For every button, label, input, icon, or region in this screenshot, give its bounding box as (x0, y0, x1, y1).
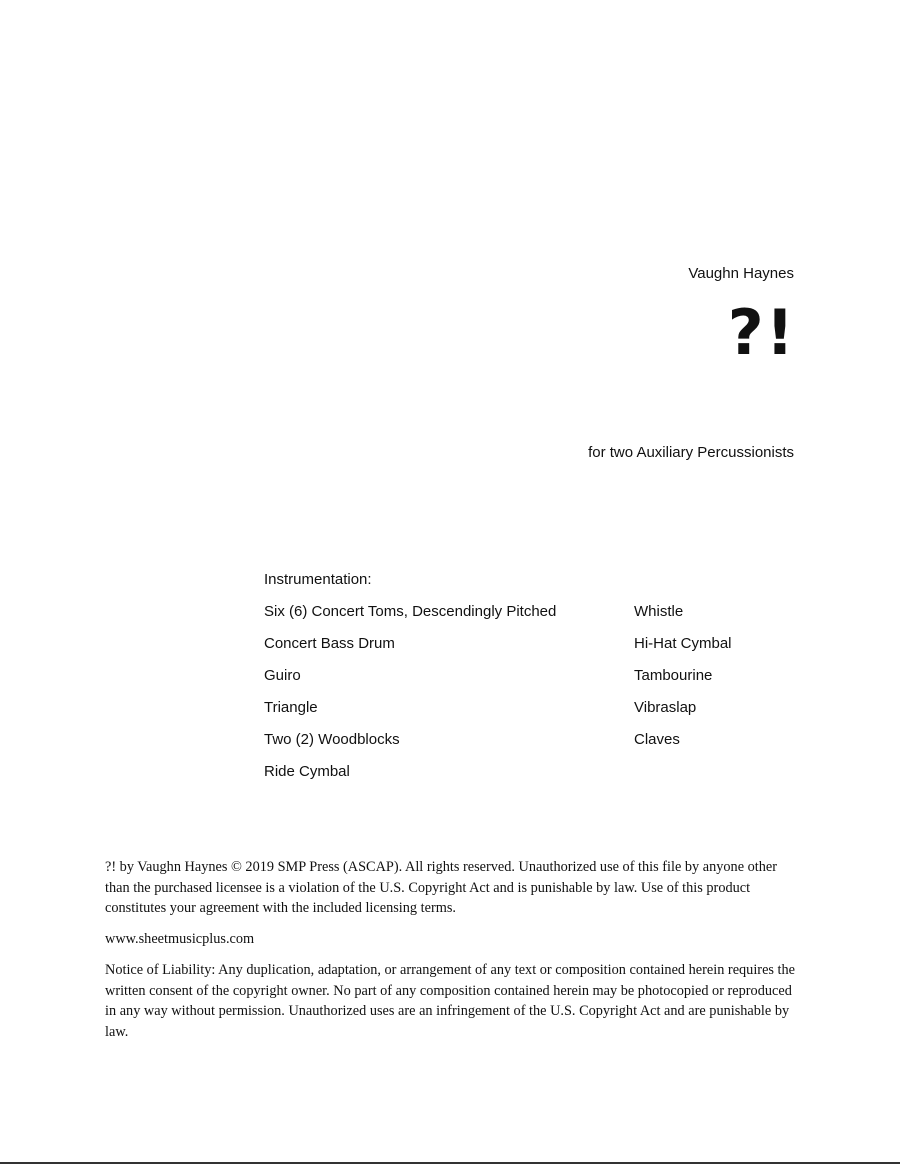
liability-notice: Notice of Liability: Any duplication, adaptation, or arrangement of any text or composition contained herein requires the written consent of the copyright owner. No part of any composition contained herein may be photocopied or reproduced in any way without permission. Unauthorized uses are an infringement of the U.S. Copyright Act and are punishable by law. (105, 962, 796, 1040)
copyright-notice: ?! by Vaughn Haynes © 2019 SMP Press (ASCAP). All rights reserved. Unauthorized use of this file by anyone other than the purchased licensee is a violation of the U.S. Copyright Act and is punishable by law. Use of this product constitutes your agreement with the included licensing terms. (105, 859, 778, 916)
piece-subtitle: for two Auxiliary Percussionists (588, 444, 794, 461)
instrumentation-heading: Instrumentation: (264, 571, 372, 588)
instrument-item: Vibraslap (634, 699, 697, 716)
instrument-item: Hi-Hat Cymbal (634, 635, 732, 652)
instrument-item: Six (6) Concert Toms, Descendingly Pitched (264, 603, 557, 620)
instrument-item: Claves (634, 731, 680, 748)
instrument-list-right (634, 603, 732, 763)
piece-title: ?! (727, 296, 796, 369)
website-link: www.sheetmusicplus.com (105, 931, 255, 947)
composer-name: Vaughn Haynes (688, 265, 794, 282)
instrument-item: Ride Cymbal (264, 763, 350, 780)
instrument-item: Triangle (264, 699, 318, 716)
instrument-item: Concert Bass Drum (264, 635, 395, 652)
instrument-item: Guiro (264, 667, 301, 684)
instrument-item: Tambourine (634, 667, 713, 684)
instrument-list-left (264, 603, 556, 795)
instrument-item: Whistle (634, 603, 684, 620)
instrument-item: Two (2) Woodblocks (264, 731, 400, 748)
